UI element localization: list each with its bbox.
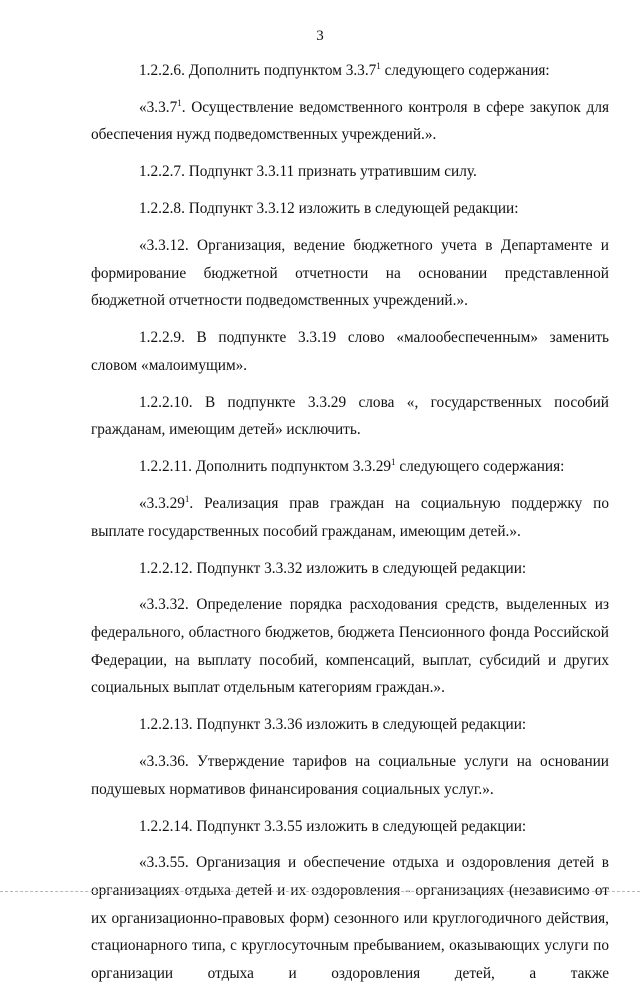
paragraph-1-2-2-11: 1.2.2.11. Дополнить подпунктом 3.3.29$^1$ следующего содержания:: [139, 457, 565, 476]
paragraph-1-2-2-7: 1.2.2.7. Подпункт 3.3.11 признать утратившим силу.: [139, 163, 477, 181]
superscript: 1: [177, 97, 182, 108]
paragraph-1-2-2-6: 1.2.2.6. Дополнить подпунктом 3.3.7$^1$ следующего содержания:: [139, 60, 550, 79]
superscript: 1: [391, 457, 396, 468]
paragraph-1-2-2-14: 1.2.2.14. Подпункт 3.3.55 изложить в следующей редакции:: [139, 817, 527, 835]
superscript: 1: [376, 60, 381, 71]
paragraph-3-3-7-1: «3.3.7$^1$. Осуществление ведомственного контроля в сфере закупок для обеспечения нужд подведомственных учреждений.».: [91, 97, 609, 144]
paragraph-3-3-36: «3.3.36. Утверждение тарифов на социальные услуги на основании подушевых нормативов финансирования социальных услуг.».: [91, 753, 609, 798]
superscript: 1: [184, 494, 190, 504]
page-number: 3: [316, 28, 324, 44]
paragraph-3-3-55: «3.3.55. Организация и обеспечение отдыха и оздоровления детей в организациях отдыха детей и их оздоровления - организациях (независимо от их организационно-правовых форм) сезонного или круглогодичного действия, стационарного типа, с круглосуточным пребыванием, оказывающих услуги по организации отдыха и оздоровления детей, а также: [91, 854, 609, 982]
paragraph-1-2-2-9: 1.2.2.9. В подпункте 3.3.19 слово «малообеспеченным» заменить словом «малоимущим».: [91, 329, 609, 374]
scan-edge-line: [0, 891, 640, 892]
paragraph-1-2-2-8: 1.2.2.8. Подпункт 3.3.12 изложить в следующей редакции:: [139, 200, 519, 218]
paragraph-1-2-2-10: 1.2.2.10. В подпункте 3.3.29 слова «, государственных пособий гражданам, имеющим детей» исключить.: [91, 393, 609, 439]
paragraph-1-2-2-13: 1.2.2.13. Подпункт 3.3.36 изложить в следующей редакции:: [139, 716, 527, 734]
paragraph-1-2-2-12: 1.2.2.12. Подпункт 3.3.32 изложить в следующей редакции:: [139, 559, 527, 577]
document-body: [91, 57, 609, 987]
paragraph-3-3-29-1: «3.3.29$^1$. Реализация прав граждан на социальную поддержку по выплате государственных пособий гражданам, имеющим детей.».: [91, 494, 609, 540]
paragraph-3-3-12: «3.3.12. Организация, ведение бюджетного учета в Департаменте и формирование бюджетной отчетности на основании представленной бюджетной отчетности подведомственных учреждений.».: [91, 237, 609, 310]
paragraph-3-3-32: «3.3.32. Определение порядка расходования средств, выделенных из федерального, областного бюджетов, бюджета Пенсионного фонда Российской Федерации, на выплату пособий, компенсаций, выплат, субсидий и других социальных выплат отдельным категориям граждан.».: [91, 596, 609, 697]
